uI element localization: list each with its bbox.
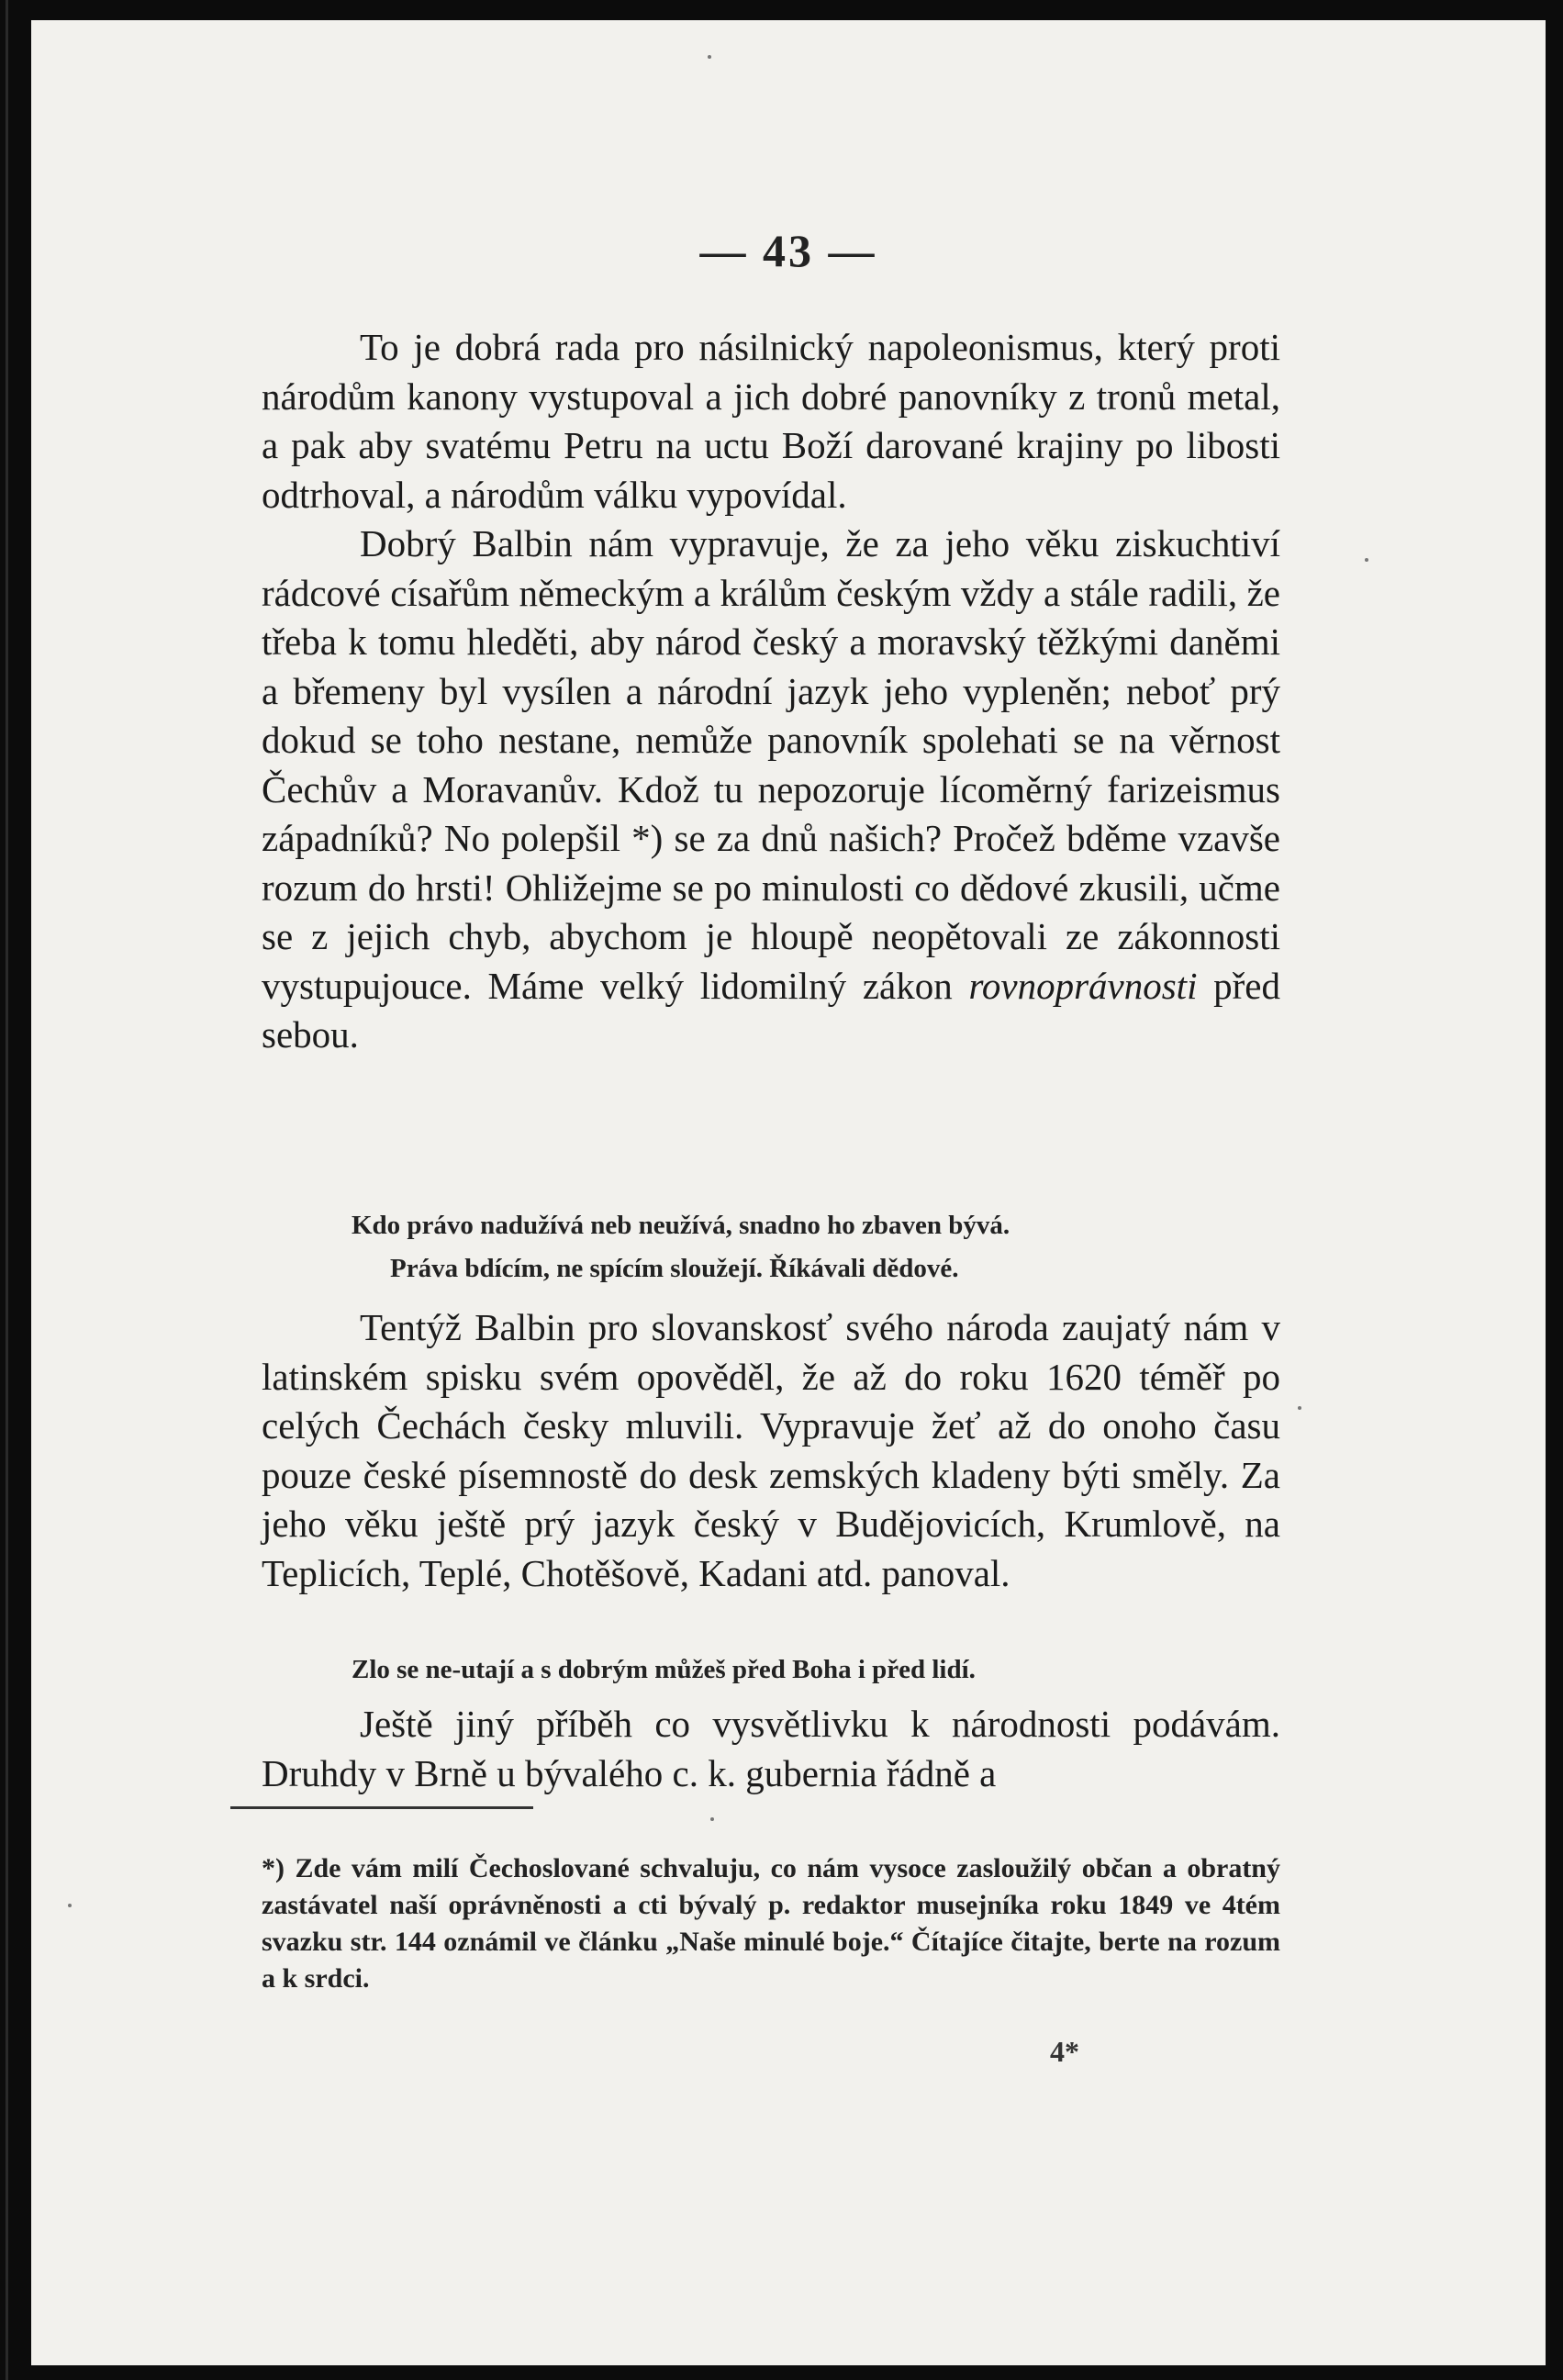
paragraph: To je dobrá rada pro násilnický napoleonismus, který proti národům kanony vystupoval a jich dobré panovníky z tronů metal, a pak aby svatému Petru na uctu Boží darované krajiny po libosti odtrhoval, a národům válku vypovídal. [262, 326, 1280, 516]
main-text [262, 323, 1280, 1060]
paragraph: Tentýž Balbin pro slovanskosť svého národa zaujatý nám v latinském spisku svém opověděl, že až do roku 1620 téměř po celých Čechách česky mluvili. Vypravuje žeť až do onoho času pouze české písemnostě do desk zemských kladeny býti směly. Za jeho věku ještě prý jazyk český v Budějovicích, Krumlově, na Teplicích, Teplé, Chotěšově, Kadani atd. panoval. [262, 1306, 1280, 1594]
footnote-rule [230, 1806, 533, 1809]
scan-edge [6, 0, 8, 2380]
proverb-block [262, 1204, 1280, 1291]
page-number: — 43 — [699, 225, 877, 276]
proverb: Práva bdícím, ne spícím sloužejí. Říkávali dědové. [390, 1254, 959, 1283]
footnote-text: *) Zde vám milí Čechoslované schvaluju, co nám vysoce zasloužilý občan a obratný zastávatel naší oprávněnosti a cti bývalý p. redaktor musejníka roku 1849 ve 4tém svazku str. 144 oznámil ve článku „Naše minulé boje.“ Čítajíce čitajte, berte na rozum a k srdci. [262, 1853, 1280, 1994]
scan-speck [1365, 558, 1368, 562]
scan-speck [68, 1904, 72, 1907]
book-page [31, 20, 1546, 2365]
proverb-block-2 [262, 1648, 1280, 1692]
scan-speck [710, 1817, 714, 1821]
main-text-3 [262, 1700, 1280, 1798]
proverb: Zlo se ne-utají a s dobrým můžeš před Boha i před lidí. [352, 1655, 976, 1684]
scan-speck [708, 55, 711, 59]
main-text-2 [262, 1303, 1280, 1598]
emphasis: rovnoprávnosti [968, 964, 1198, 1007]
paragraph: Ještě jiný příběh co vysvětlivku k národnosti podávám. Druhdy v Brně u bývalého c. k. gubernia řádně a [262, 1703, 1280, 1794]
paragraph [262, 520, 1280, 1060]
signature-mark: 4* [1050, 2035, 1079, 2068]
proverb: Kdo právo nadužívá neb neužívá, snadno ho zbaven bývá. [352, 1211, 1010, 1240]
footnote [262, 1850, 1280, 1997]
scan-speck [1298, 1406, 1301, 1410]
paragraph-text: před sebou. [262, 964, 1280, 1056]
paragraph-text: Dobrý Balbin nám vypravuje, že za jeho věku ziskuchtiví rádcové císařům německým a králům českým vždy a stále radili, že třeba k tomu hleděti, aby národ český a moravský těžkými daněmi a břemeny byl vysílen a národní jazyk jeho vypleněn; neboť prý dokud se toho nestane, nemůže panovník spolehati se na věrnost Čechův a Moravanův. Kdož tu nepozoruje lícoměrný farizeismus západníků? No polepšil *) se za dnů našich? Pročež bděme vzavše rozum do hrsti! Ohližejme se po minulosti co dědové zkusili, učme se z jejich chyb, abychom je hloupě neopětovali ze zákonnosti vystupujouce. Máme velký lidomilný zákon [262, 522, 1280, 1007]
